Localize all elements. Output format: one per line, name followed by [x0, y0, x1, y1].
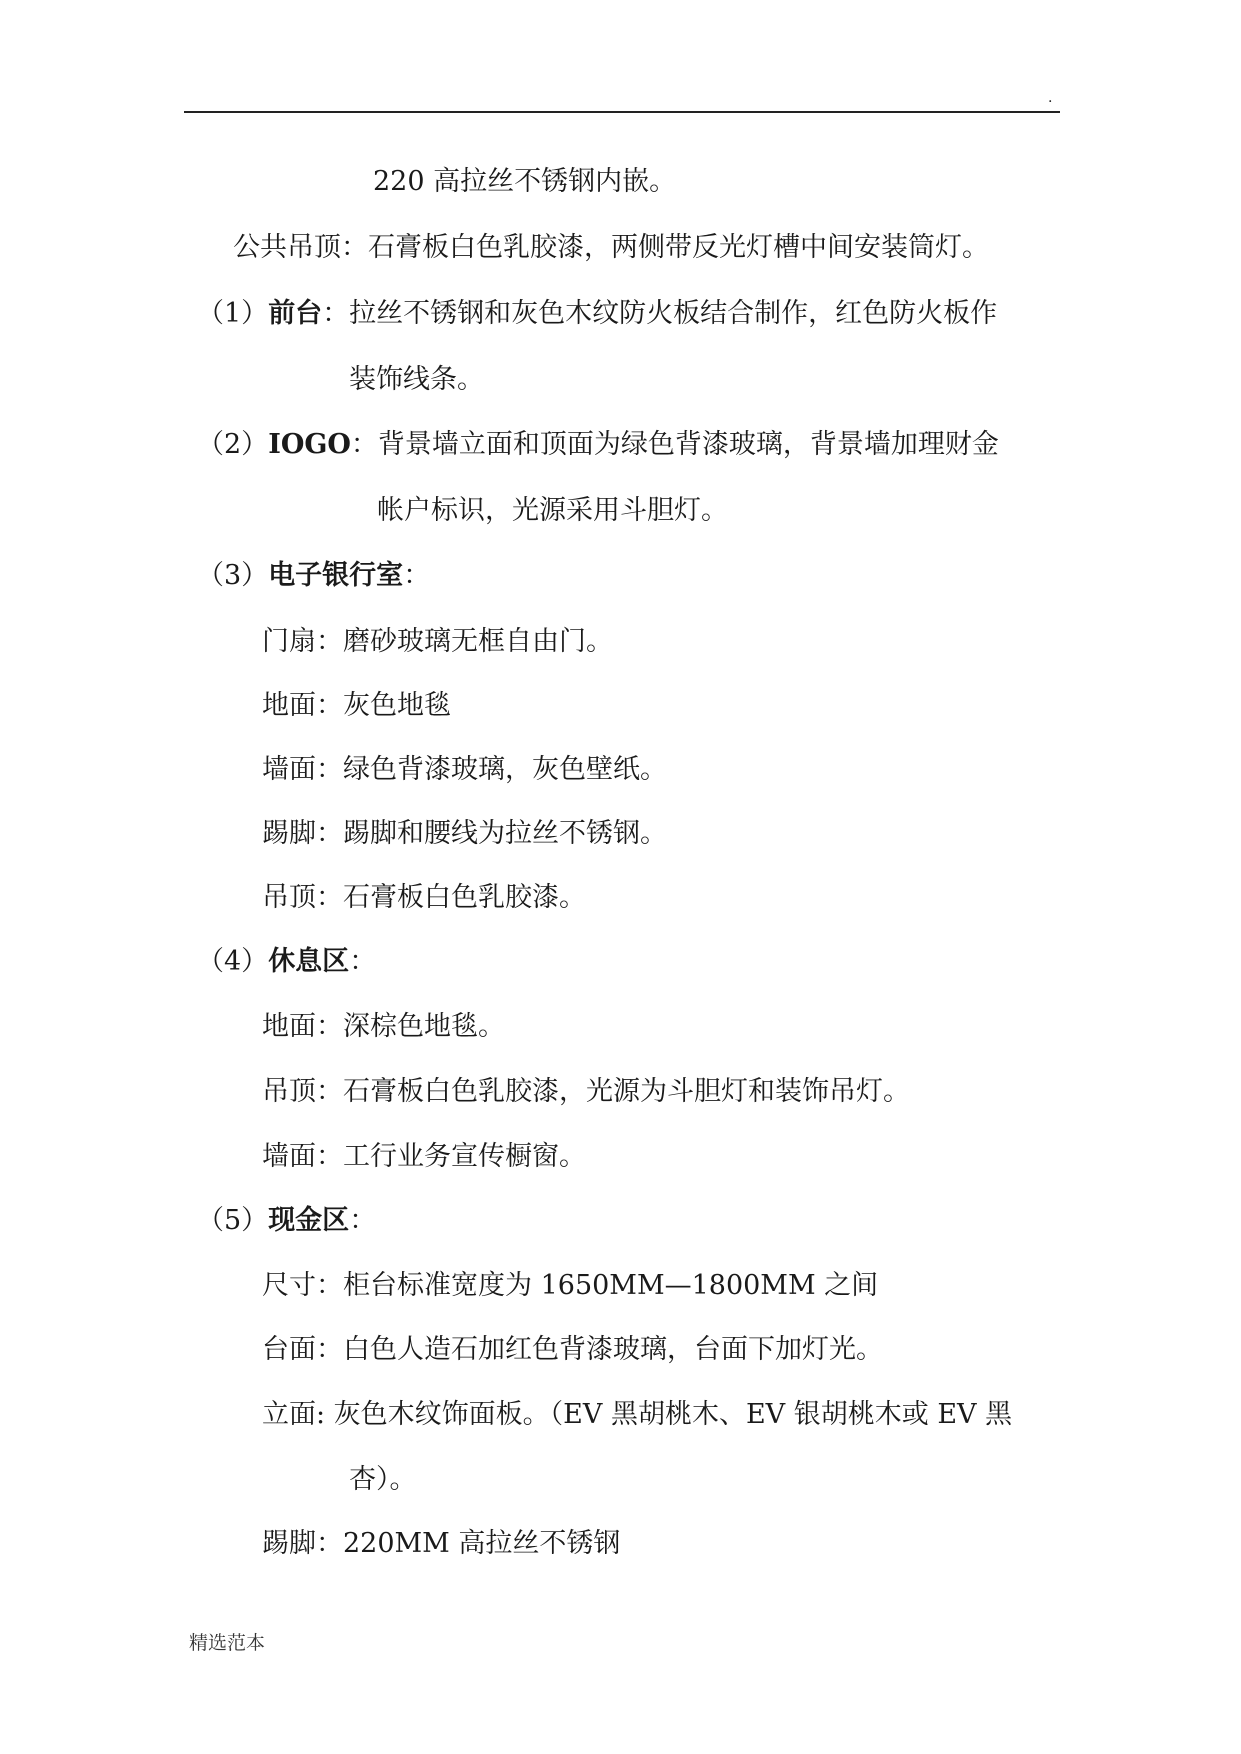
item-3-line-3: 墙面：绿色背漆玻璃，灰色壁纸。	[262, 754, 667, 785]
item-5-line-2: 台面：白色人造石加红色背漆玻璃，台面下加灯光。	[262, 1334, 883, 1365]
item-3-line-5: 吊顶：石膏板白色乳胶漆。	[262, 882, 586, 913]
item-3-line-2: 地面：灰色地毯	[262, 690, 451, 721]
body-line-2: 公共吊顶：石膏板白色乳胶漆，两侧带反光灯槽中间安装筒灯。	[233, 232, 989, 263]
item-5-heading	[197, 1201, 376, 1241]
item-4-suffix: ：	[349, 946, 377, 977]
item-5-title: 现金区	[268, 1205, 350, 1236]
item-1-text: ：拉丝不锈钢和灰色木纹防火板结合制作，红色防火板作	[322, 298, 998, 329]
item-1-number: （1）	[197, 298, 269, 329]
item-2-continuation: 帐户标识，光源采用斗胆灯。	[377, 495, 728, 526]
header-dot: .	[1048, 90, 1053, 106]
item-4-line-3: 墙面：工行业务宣传橱窗。	[262, 1141, 586, 1172]
item-3-heading	[197, 556, 430, 596]
item-5-line-3: 立面: 灰色木纹饰面板。（EV 黑胡桃木、EV 银胡桃木或 EV 黑	[262, 1399, 1013, 1430]
item-3-suffix: ：	[403, 560, 431, 591]
item-3-line-1: 门扇：磨砂玻璃无框自由门。	[262, 626, 613, 657]
item-1-title: 前台	[268, 298, 323, 329]
item-3-line-4: 踢脚：踢脚和腰线为拉丝不锈钢。	[262, 818, 667, 849]
item-4-title: 休息区	[268, 946, 350, 977]
item-3-number: （3）	[197, 560, 269, 591]
footer-text: 精选范本	[189, 1632, 266, 1654]
item-5-line-5: 踢脚：220MM 高拉丝不锈钢	[262, 1528, 621, 1559]
item-3-title: 电子银行室	[268, 560, 404, 591]
item-1-line	[197, 294, 997, 334]
item-2-number: （2）	[197, 429, 269, 460]
body-line-1: 220 高拉丝不锈钢内嵌。	[373, 166, 677, 197]
item-5-line-4: 杏）。	[349, 1464, 417, 1495]
item-4-line-2: 吊顶：石膏板白色乳胶漆，光源为斗胆灯和装饰吊灯。	[262, 1076, 910, 1107]
item-2-text: ：背景墙立面和顶面为绿色背漆玻璃，背景墙加理财金	[350, 429, 999, 460]
item-4-line-1: 地面：深棕色地毯。	[262, 1011, 505, 1042]
item-2-title: IOGO	[268, 429, 351, 460]
item-5-line-1: 尺寸：柜台标准宽度为 1650MM—1800MM 之间	[262, 1270, 879, 1301]
item-5-number: （5）	[197, 1205, 269, 1236]
item-1-continuation: 装饰线条。	[349, 364, 484, 395]
header-rule	[184, 111, 1060, 113]
item-5-suffix: ：	[349, 1205, 377, 1236]
item-4-number: （4）	[197, 946, 269, 977]
item-2-line	[197, 425, 999, 465]
item-4-heading	[197, 942, 376, 982]
